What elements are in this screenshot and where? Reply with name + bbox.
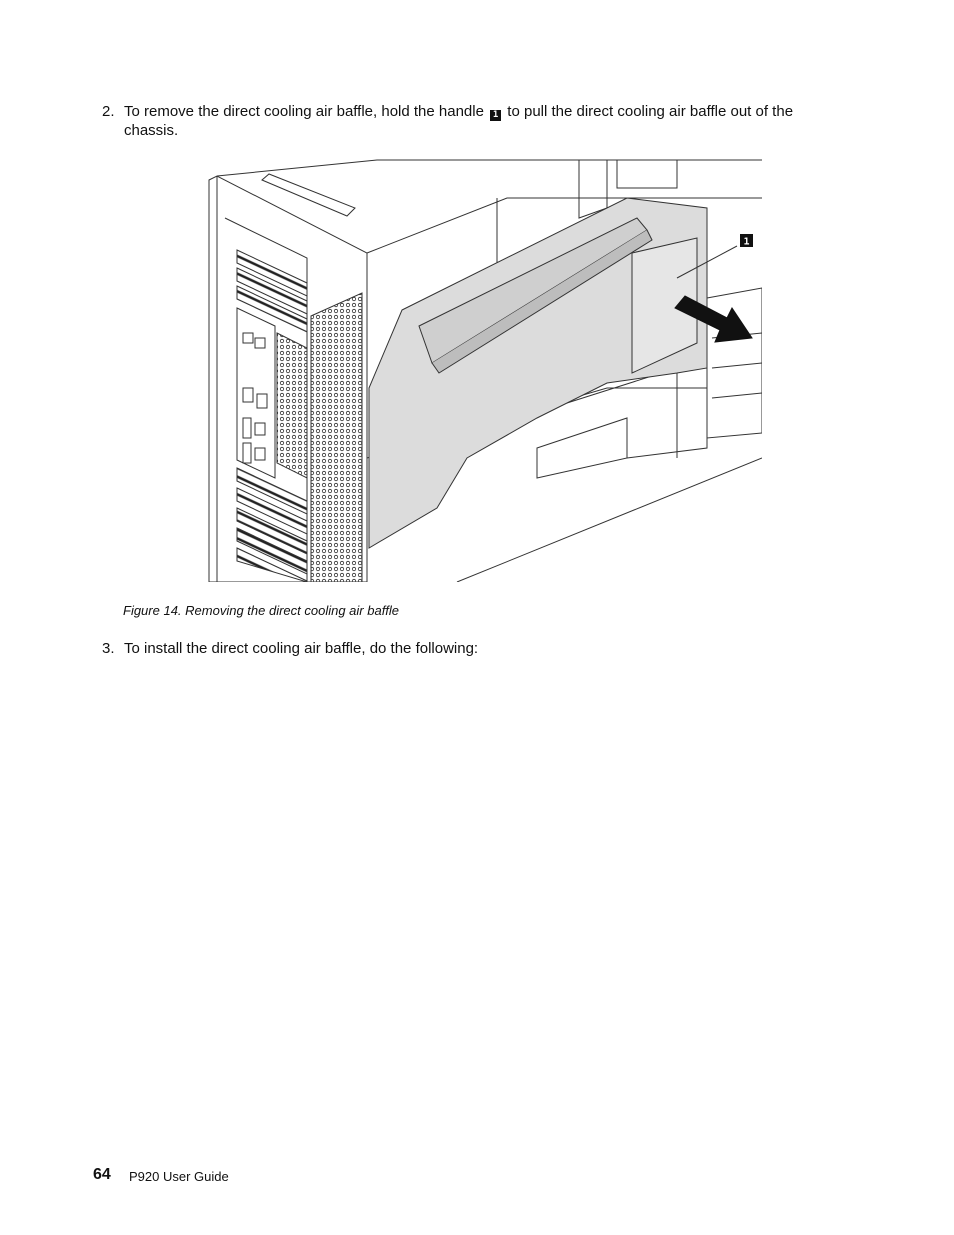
document-title: P920 User Guide [129, 1169, 229, 1184]
step-text-before: To remove the direct cooling air baffle, hold the handle [124, 103, 484, 120]
air-baffle-removal-illustration [207, 158, 762, 582]
step-number: 2. [102, 103, 115, 120]
step-3 [102, 639, 832, 658]
step-2 [102, 102, 832, 140]
step-text: To install the direct cooling air baffle, do the following: [124, 640, 479, 657]
step-text [124, 102, 832, 140]
step-number: 3. [102, 640, 115, 657]
page-number: 64 [93, 1166, 111, 1183]
figure-caption: Figure 14. Removing the direct cooling air baffle [123, 603, 400, 618]
figure-callout-label: 1 [743, 236, 750, 248]
callout-badge: 1 [490, 110, 501, 121]
step-text-after: to pull the direct cooling air baffle out of the chassis. [124, 103, 794, 139]
